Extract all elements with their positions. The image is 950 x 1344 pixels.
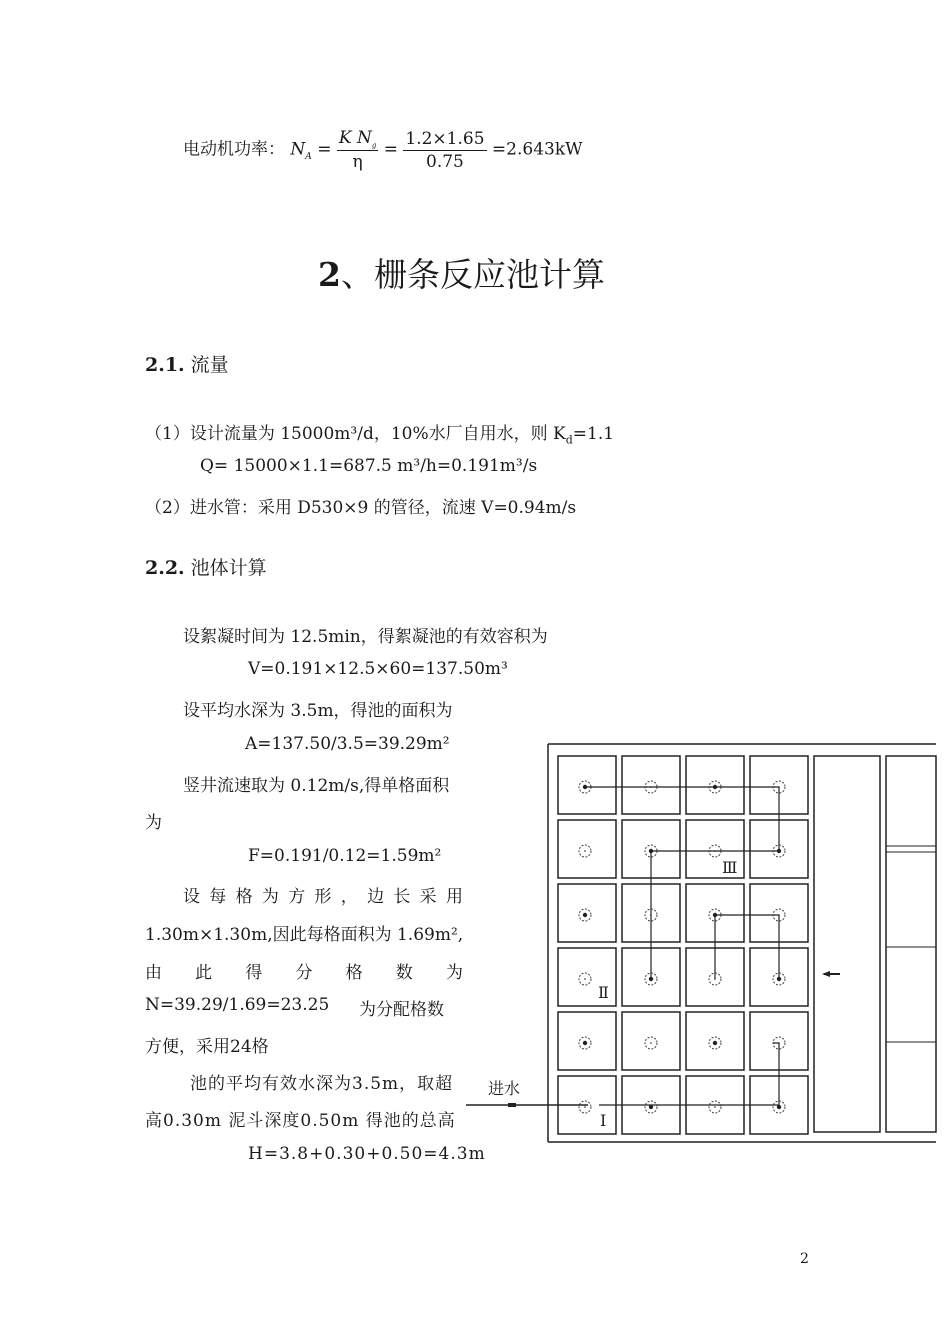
word: 得	[245, 963, 263, 983]
calc-line-2: V=0.191×12.5×60=137.50m³	[248, 659, 508, 679]
word: 每	[209, 887, 227, 907]
page-number: 2	[800, 1251, 809, 1267]
formula-result: =2.643kW	[491, 139, 583, 160]
flocculation-cell	[622, 1012, 680, 1070]
formula-fraction-1	[337, 128, 378, 172]
flow-line-2: Q= 15000×1.1=687.5 m³/h=0.191m³/s	[200, 456, 538, 476]
frac1-denominator: η	[352, 152, 363, 173]
flocculation-cell	[558, 820, 616, 878]
calc-line-13: 池的平均有效水深为3.5m，取超	[190, 1074, 454, 1094]
calc-line-8	[183, 882, 463, 907]
flow-path-line	[773, 1043, 779, 1107]
word: 采	[419, 887, 437, 907]
calc-line-4: A=137.50/3.5=39.29m²	[245, 734, 450, 754]
tank-plan-diagram	[488, 742, 936, 1150]
settling-area	[886, 756, 936, 1132]
inlet-marker	[508, 1103, 516, 1107]
calc-line-9: 1.30m×1.30m,因此每格面积为 1.69m²,	[145, 925, 464, 945]
word: 格	[235, 887, 253, 907]
calc-line-6: 为	[145, 813, 162, 833]
calc-line-5: 竖井流速取为 0.12m/s,得单格面积	[183, 776, 450, 796]
flow-line-1-sub: d	[565, 433, 573, 447]
heading-2-1	[145, 350, 229, 377]
calc-line-15: H=3.8+0.30+0.50=4.3m	[248, 1144, 486, 1164]
flocculation-cell	[622, 756, 680, 814]
formula-eq2: =	[383, 139, 398, 160]
formula-fraction-2	[403, 129, 486, 172]
flow-line-1	[145, 419, 614, 446]
formula-label: 电动机功率：	[183, 139, 285, 160]
roman-label-1: Ⅰ	[600, 1111, 607, 1130]
heading-2-2-title: 池体计算	[190, 557, 267, 579]
flow-line-1-tail: =1.1	[572, 424, 615, 444]
flow-line-3: （2）进水管：采用 D530×9 的管径，流速 V=0.94m/s	[145, 498, 577, 518]
word: 为	[261, 887, 279, 907]
word: 长	[393, 887, 411, 907]
grate-center-dot	[584, 978, 586, 980]
word: 设	[183, 887, 200, 907]
formula-lhs: N	[290, 139, 306, 160]
flocculation-cell	[558, 756, 616, 814]
word: 方	[288, 887, 306, 907]
flocculation-cell	[558, 884, 616, 942]
flocculation-cell	[558, 1012, 616, 1070]
roman-label-3: Ⅲ	[722, 858, 738, 877]
formula-lhs-sub: A	[305, 152, 312, 163]
word: 数	[395, 963, 413, 983]
word: 用	[445, 887, 463, 907]
outlet-channel	[814, 756, 880, 1132]
word: 格	[345, 963, 363, 983]
heading-2-2-number: 2.2.	[145, 557, 185, 579]
frac1-numerator: K N	[338, 128, 372, 148]
heading-2-1-number: 2.1.	[145, 354, 185, 376]
calc-line-10	[145, 958, 463, 983]
calc-line-11a: N=39.29/1.69=23.25	[145, 995, 330, 1015]
word: ，	[340, 887, 358, 907]
flow-line-1-text: （1）设计流量为 15000m³/d，10%水厂自用水，则 K	[145, 424, 566, 444]
frac2-denominator: 0.75	[426, 151, 464, 172]
calc-line-7: F=0.191/0.12=1.59m²	[248, 846, 442, 866]
roman-label-2: Ⅱ	[598, 983, 609, 1002]
grate-center-dot	[714, 1106, 716, 1108]
section-title-text: 、栅条反应池计算	[340, 255, 605, 294]
calc-line-12: 方便，采用24格	[145, 1037, 269, 1057]
motor-power-formula	[183, 128, 583, 172]
word: 由	[145, 963, 162, 983]
outlet-arrow-head	[822, 971, 830, 977]
grate-center-dot	[713, 1041, 717, 1045]
frac2-numerator: 1.2×1.65	[405, 128, 485, 149]
flow-path-line	[715, 915, 779, 979]
heading-2-2	[145, 553, 267, 580]
frac1-sub: g	[371, 141, 377, 150]
calc-line-1: 设絮凝时间为 12.5min，得絮凝池的有效容积为	[183, 627, 548, 647]
inlet-label: 进水	[488, 1079, 521, 1098]
word: 分	[295, 963, 313, 983]
word: 此	[195, 963, 213, 983]
grate-center-dot	[583, 1041, 587, 1045]
grate-center-dot	[583, 913, 587, 917]
heading-2-1-title: 流量	[190, 354, 229, 376]
grate-center-dot	[584, 1106, 586, 1108]
word: 边	[367, 887, 385, 907]
word: 为	[445, 963, 463, 983]
section-title	[318, 249, 605, 296]
formula-eq1: =	[317, 139, 332, 160]
calc-line-14: 高0.30m 泥斗深度0.50m 得池的总高	[145, 1111, 456, 1131]
calc-line-3: 设平均水深为 3.5m，得池的面积为	[183, 701, 453, 721]
grate-center-dot	[584, 850, 586, 852]
grate-center-dot	[650, 1042, 652, 1044]
word: 形	[314, 887, 332, 907]
section-title-number: 2	[318, 255, 341, 294]
calc-line-11b: 为分配格数	[359, 1000, 444, 1020]
